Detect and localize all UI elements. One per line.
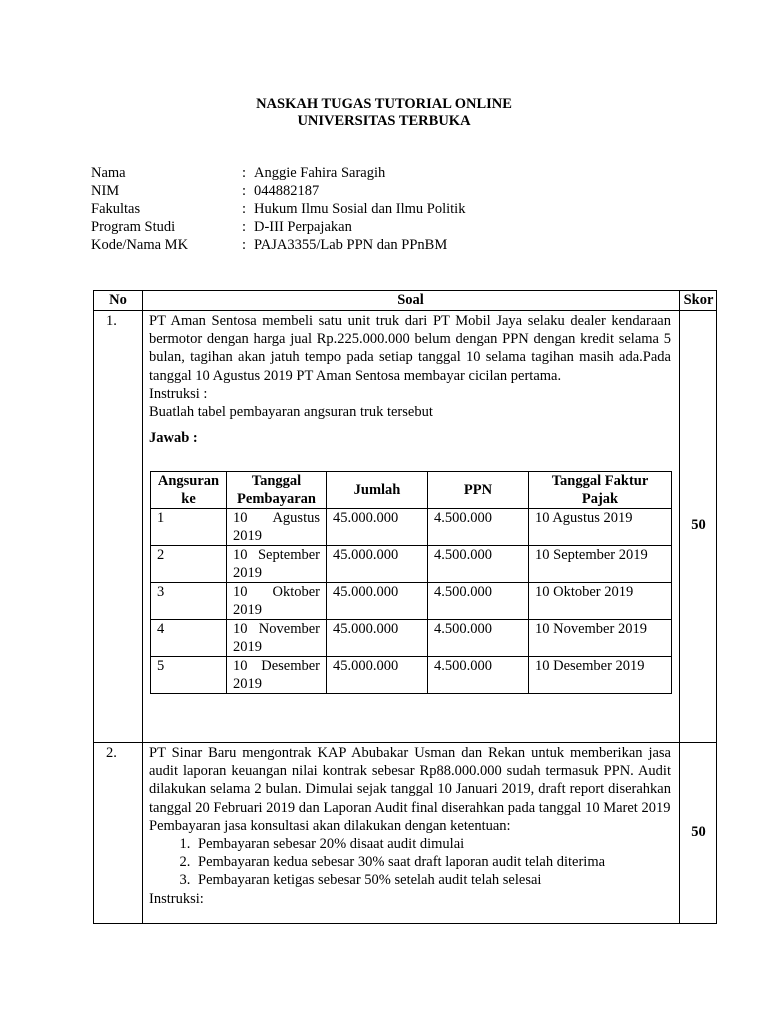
identity-row-program-studi — [91, 218, 465, 236]
identity-separator: : — [242, 165, 247, 181]
header-skor: Skor — [683, 292, 714, 308]
tanggal-day: 10 — [233, 621, 248, 637]
col-faktur-line1: Tanggal Faktur — [551, 473, 649, 489]
col-tanggal-line2: Pembayaran — [237, 491, 316, 507]
identity-row-kode-mk — [91, 236, 465, 254]
cell-angsuran: 5 — [151, 657, 227, 694]
tanggal-year: 2019 — [233, 676, 262, 692]
tanggal-month: Desember — [261, 658, 320, 674]
cell-jumlah: 45.000.000 — [327, 546, 428, 583]
cell-ppn: 4.500.000 — [428, 657, 529, 694]
col-tanggal-line1: Tanggal — [251, 473, 302, 489]
column-divider — [142, 291, 143, 923]
tanggal-year: 2019 — [233, 565, 262, 581]
tanggal-month: Oktober — [272, 584, 320, 600]
question-1-body: PT Aman Sentosa membeli satu unit truk dari PT Mobil Jaya selaku dealer kendaraan bermotor dengan harga jual Rp.225.000.000 belum dengan PPN dengan kredit selama 5 bulan, tagihan akan jatuh tempo pada setiap tanggal 10 selama tagihan masih ada.Pada tanggal 10 Agustus 2019 PT Aman Sentosa membayar cicilan pertama. — [149, 313, 671, 384]
cell-jumlah: 45.000.000 — [327, 509, 428, 546]
tanggal-day: 10 — [233, 547, 248, 563]
identity-value: PAJA3355/Lab PPN dan PPnBM — [254, 237, 448, 253]
tanggal-month: November — [258, 621, 320, 637]
tanggal-month: September — [257, 547, 320, 563]
question-1-answer-label: Jawab : — [149, 430, 198, 447]
identity-label: Fakultas — [91, 201, 141, 217]
question-2-number: 2. — [106, 745, 117, 761]
assignment-table — [93, 290, 717, 924]
identity-label: NIM — [91, 183, 120, 199]
identity-row-nim — [91, 182, 465, 200]
cell-tanggal — [227, 546, 327, 583]
cell-tanggal — [227, 657, 327, 694]
question-1-score: 50 — [691, 517, 706, 533]
cell-ppn: 4.500.000 — [428, 583, 529, 620]
cell-jumlah: 45.000.000 — [327, 620, 428, 657]
question-2-text — [149, 744, 671, 908]
col-jumlah: Jumlah — [327, 472, 428, 509]
col-angsuran-line2: ke — [181, 491, 196, 507]
cell-tanggal — [227, 583, 327, 620]
identity-row-nama — [91, 164, 465, 182]
tanggal-day: 10 — [233, 510, 248, 526]
cell-tanggal — [227, 509, 327, 546]
cell-faktur: 10 November 2019 — [529, 620, 672, 657]
cell-faktur: 10 Desember 2019 — [529, 657, 672, 694]
col-angsuran — [151, 472, 227, 509]
tanggal-day: 10 — [233, 658, 248, 674]
cell-ppn: 4.500.000 — [428, 546, 529, 583]
cell-faktur: 10 Agustus 2019 — [529, 509, 672, 546]
question-2-score: 50 — [691, 824, 706, 840]
identity-label: Nama — [91, 165, 126, 181]
tanggal-year: 2019 — [233, 528, 262, 544]
col-ppn: PPN — [428, 472, 529, 509]
cell-angsuran: 3 — [151, 583, 227, 620]
identity-value: Anggie Fahira Saragih — [254, 165, 386, 181]
cell-angsuran: 2 — [151, 546, 227, 583]
cell-tanggal — [227, 620, 327, 657]
question-1-instruction-label: Instruksi : — [149, 385, 208, 402]
cell-faktur: 10 Oktober 2019 — [529, 583, 672, 620]
col-tanggal — [227, 472, 327, 509]
table-row — [151, 546, 672, 583]
identity-value: Hukum Ilmu Sosial dan Ilmu Politik — [254, 201, 466, 217]
identity-value: 044882187 — [254, 183, 320, 199]
cell-jumlah: 45.000.000 — [327, 583, 428, 620]
identity-label: Program Studi — [91, 219, 176, 235]
identity-separator: : — [242, 237, 247, 253]
list-item: 1. Pembayaran sebesar 20% disaat audit dimulai — [194, 835, 671, 853]
identity-separator: : — [242, 183, 247, 199]
question-2-body: PT Sinar Baru mengontrak KAP Abubakar Usman dan Rekan untuk memberikan jasa audit laporan keuangan nilai kontrak sebesar Rp88.000.000 sudah termasuk PPN. Audit dilakukan selama 2 bulan. Dimulai sejak tanggal 10 Januari 2019, draft report diserahkan tanggal 20 Februari 2019 dan Laporan Audit final diserahkan pada tanggal 10 Maret 2019 — [149, 745, 671, 816]
cell-ppn: 4.500.000 — [428, 620, 529, 657]
installment-table — [150, 471, 672, 694]
question-1-instruction: Buatlah tabel pembayaran angsuran truk tersebut — [149, 404, 433, 421]
table-row — [151, 583, 672, 620]
list-item: 2. Pembayaran kedua sebesar 30% saat draft laporan audit telah diterima — [194, 853, 671, 871]
identity-separator: : — [242, 219, 247, 235]
table-row — [151, 509, 672, 546]
tanggal-year: 2019 — [233, 602, 262, 618]
identity-block — [91, 164, 465, 254]
table-row — [151, 657, 672, 694]
identity-label: Kode/Nama MK — [91, 237, 189, 253]
table-row — [151, 620, 672, 657]
cell-angsuran: 4 — [151, 620, 227, 657]
question-1-text — [149, 312, 671, 447]
document-title: NASKAH TUGAS TUTORIAL ONLINE — [256, 96, 512, 112]
col-faktur-line2: Pajak — [581, 491, 619, 507]
question-2-instruction-label: Instruksi: — [149, 890, 204, 907]
tanggal-day: 10 — [233, 584, 248, 600]
col-faktur — [529, 472, 672, 509]
identity-separator: : — [242, 201, 247, 217]
tanggal-year: 2019 — [233, 639, 262, 655]
installment-header-row — [151, 472, 672, 509]
cell-jumlah: 45.000.000 — [327, 657, 428, 694]
tanggal-month: Agustus — [272, 510, 320, 526]
cell-faktur: 10 September 2019 — [529, 546, 672, 583]
document-subtitle: UNIVERSITAS TERBUKA — [297, 113, 471, 129]
cell-angsuran: 1 — [151, 509, 227, 546]
col-angsuran-line1: Angsuran — [157, 473, 220, 489]
question-2-payment-intro: Pembayaran jasa konsultasi akan dilakukan dengan ketentuan: — [149, 817, 511, 834]
row-divider — [94, 742, 716, 743]
payment-list — [149, 835, 671, 890]
question-1-number: 1. — [106, 313, 117, 329]
cell-ppn: 4.500.000 — [428, 509, 529, 546]
header-soal: Soal — [397, 292, 424, 308]
list-item: 3. Pembayaran ketigas sebesar 50% setelah audit telah selesai — [194, 871, 671, 889]
header-no: No — [109, 292, 127, 308]
identity-value: D-III Perpajakan — [254, 219, 352, 235]
identity-row-fakultas — [91, 200, 465, 218]
